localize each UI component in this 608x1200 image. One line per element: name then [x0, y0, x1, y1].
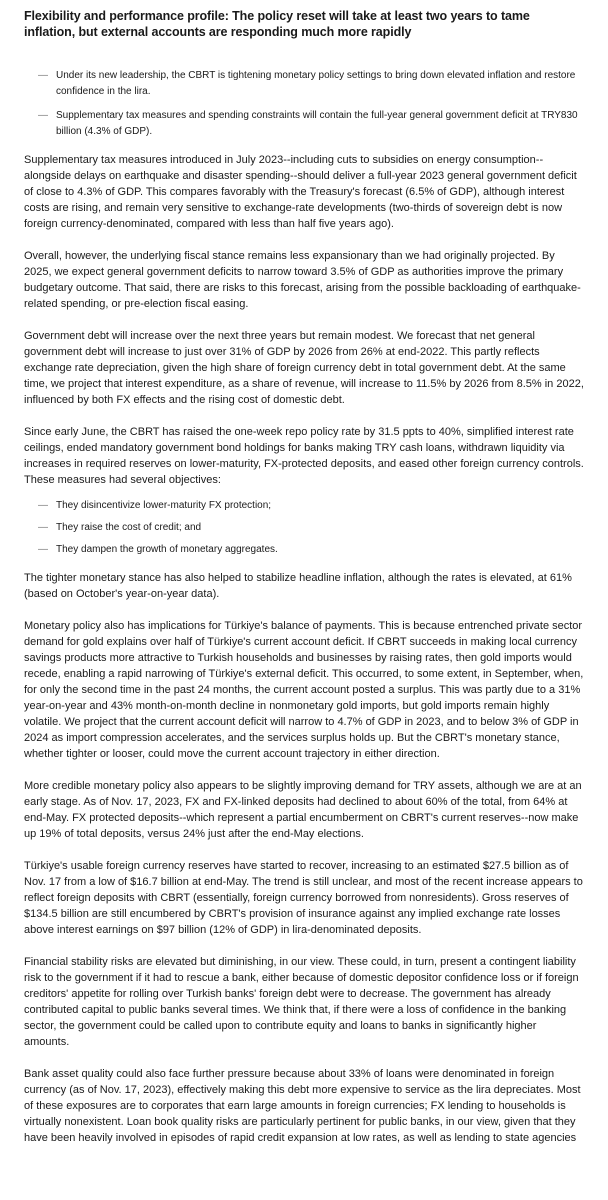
objective-bullet-text: They raise the cost of credit; and — [56, 522, 202, 533]
body-paragraph: Monetary policy also has implications for Türkiye's balance of payments. This is because entrenched private sector demand for gold explains over half of Türkiye's current account deficit. If CBRT succeeds in making local currency savings products more attractive to Turkish households and businesses by raising rates, then gold imports would recede, enabling a rapid narrowing of Türkiye's external deficit. This occurred, to some extent, in September, when, for only the second time in the past 24 months, the current account posted a surplus. This was partly due to a 31% year-on-year and 43% month-on-month decline in nonmonetary gold imports, but gold imports remain highly volatile. We project that the current account deficit will narrow to 4.7% of GDP in 2023, and to below 3% of GDP in 2024 as import compression accelerates, and the services surplus holds up. But the CBRT's monetary stance, whether tighter or looser, could move the current account trajectory in either direction. — [24, 620, 584, 760]
section-title: Flexibility and performance profile: The policy reset will take at least two years to tame inflation, but external accounts are responding much more rapidly — [24, 9, 530, 39]
body-paragraph: Türkiye's usable foreign currency reserves have started to recover, increasing to an estimated $27.5 billion as of Nov. 17 from a low of $16.7 billion at end-May. The trend is still unclear, and most of the recent increase appears to reflect foreign deposits with CBRT (essentially, foreign currency borrowed from nonresidents). Gross reserves of $134.5 billion are still encumbered by CBRT's provision of insurance against any implied exchange rate losses above interest earnings on $97 billion (12% of GDP) in lira-denominated deposits. — [24, 860, 583, 936]
dash-bullet-marker: — — [38, 522, 48, 533]
dash-bullet-marker: — — [38, 70, 48, 81]
objectives-bullet-list — [24, 498, 584, 558]
objective-bullet — [24, 542, 584, 558]
summary-bullet-list — [24, 68, 584, 140]
objective-bullet — [24, 520, 584, 536]
body-paragraph: Financial stability risks are elevated but diminishing, in our view. These could, in turn, present a contingent liability risk to the government if it had to rescue a bank, either because of domestic depositor confidence loss or if foreign creditors' appetite for rolling over Turkish banks' foreign debt were to decrease. The government has already contributed capital to public banks several times. We think that, if there were a loss of confidence in the banking sector, the government could be called upon to contribute equity and loans to banks in significantly higher amounts. — [24, 956, 579, 1048]
objective-bullet — [24, 498, 584, 514]
summary-bullet-text: Supplementary tax measures and spending constraints will contain the full-year general government deficit at TRY830 billion (4.3% of GDP). — [56, 110, 578, 137]
dash-bullet-marker: — — [38, 500, 48, 511]
objective-bullet-text: They dampen the growth of monetary aggregates. — [56, 544, 278, 555]
body-paragraph: Government debt will increase over the next three years but remain modest. We forecast that net general government debt will increase to just over 31% of GDP by 2026 from 26% at end-2022. This partly reflects exchange rate depreciation, given the high share of foreign currency debt in total government debt. At the same time, we project that interest expenditure, as a share of revenue, will increase to 11.5% by 2026 from 8.5% in 2022, influenced by both FX effects and the rising cost of domestic debt. — [24, 330, 584, 406]
summary-bullet — [24, 108, 584, 140]
body-paragraph: Bank asset quality could also face further pressure because about 33% of loans were denominated in foreign currency (as of Nov. 17, 2023), effectively making this debt more expensive to service as the lira depreciates. Most of these exposures are to corporates that earn large amounts in foreign currencies; FX lending to households is virtually nonexistent. Loan book quality risks are particularly pertinent for public banks, in our view, given that they have been heavily involved in episodes of rapid credit expansion at low rates, as well as lending to state agencies — [24, 1068, 581, 1144]
dash-bullet-marker: — — [38, 110, 48, 121]
body-paragraph: More credible monetary policy also appears to be slightly improving demand for TRY assets, although we are at an early stage. As of Nov. 17, 2023, FX and FX-linked deposits had declined to about 60% of the total, from 64% at end-May. FX protected deposits--which represent a partial encumberment on CBRT's current reserves--now make up 19% of total deposits, versus 24% just after the end-May elections. — [24, 780, 582, 840]
body-paragraph: The tighter monetary stance has also helped to stabilize headline inflation, although the rates is elevated, at 61% (based on October's year-on-year data). — [24, 572, 572, 600]
objective-bullet-text: They disincentivize lower-maturity FX protection; — [56, 500, 272, 511]
body-paragraph: Supplementary tax measures introduced in July 2023--including cuts to subsidies on energy consumption--alongside delays on earthquake and disaster spending--should deliver a full-year 2023 general government deficit of close to 4.3% of GDP. This compares favorably with the Treasury's forecast (6.5% of GDP), although interest costs are rising, and remain very sensitive to exchange-rate developments (two-thirds of sovereign debt is now foreign currency-denominated, compared with less than half five years ago). — [24, 154, 577, 230]
summary-bullet — [24, 68, 584, 100]
body-paragraph: Overall, however, the underlying fiscal stance remains less expansionary than we had originally projected. By 2025, we expect general government deficits to narrow toward 3.5% of GDP as authorities improve the primary budgetary outcome. That said, there are risks to this forecast, arising from the possible backloading of earthquake-related spending, or pre-election fiscal easing. — [24, 250, 581, 310]
summary-bullet-text: Under its new leadership, the CBRT is tightening monetary policy settings to bring down elevated inflation and restore confidence in the lira. — [56, 70, 576, 97]
body-paragraph: Since early June, the CBRT has raised the one-week repo policy rate by 31.5 ppts to 40%, simplified interest rate ceilings, ended mandatory government bond holdings for banks making TRY cash loans, withdrawn liquidity via increases in required reserves on lower-maturity, FX-protected deposits, and eased other foreign currency controls. These measures had several objectives: — [24, 426, 584, 486]
dash-bullet-marker: — — [38, 544, 48, 555]
